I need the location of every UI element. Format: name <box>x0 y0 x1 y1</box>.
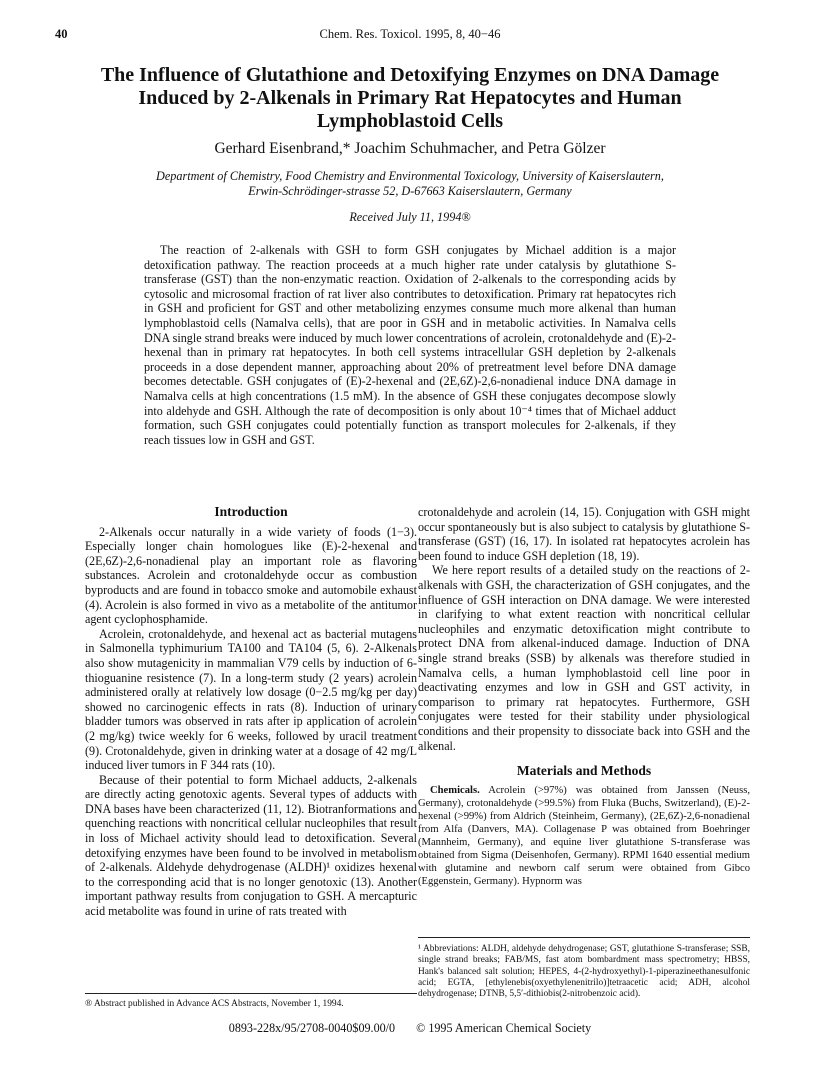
running-header <box>55 27 765 43</box>
chemicals-text: Acrolein (>97%) was obtained from Janssen (Neuss, Germany), crotonaldehyde (>99.5%) from Fluka (Buchs, Switzerland), (E)-2-hexenal (>99%) from Aldrich (Steinheim, Germany), (2E,6Z)-2,6-nonadienal from Alfa (Danvers, MA). Collagenase P was obtained from Boehringer (Mannheim, Germany), and equine liver glutathione S-transferase was obtained from Sigma (Deisenhofen, Germany). RPMI 1640 essential medium with glutamine and newborn calf serum were obtained from Gibco (Eggenstein, Germany). Hypnorm was <box>418 784 750 888</box>
affiliation: Department of Chemistry, Food Chemistry and Environmental Toxicology, University of Kaiserslautern, Erwin-Schrödinger-strasse 52, D-67663 Kaiserslautern, Germany <box>156 169 664 198</box>
page-number: 40 <box>55 27 68 41</box>
copyright-notice: © 1995 American Chemical Society <box>416 1021 592 1035</box>
section-heading-materials-methods: Materials and Methods <box>516 763 652 779</box>
footnote-abbreviations: ¹ Abbreviations: ALDH, aldehyde dehydrogenase; GST, glutathione S-transferase; SSB, single strand breaks; FAB/MS, fast atom bombardment mass spectrometry; HBSS, Hank's balanced salt solution; HEPES, 4-(2-hydroxyethyl)-1-piperazineethanesulfonic acid; EGTA, [ethylenebis(oxyethylenenitrilo)]tetraacetic acid; ADH, alcohol dehydrogenase; DTNB, 5,5′-dithiobis(2-nitrobenzoic acid). <box>418 944 750 1000</box>
intro-paragraph-1: 2-Alkenals occur naturally in a wide variety of foods (1−3). Especially longer chain homologues like (E)-2-hexenal and (2E,6Z)-2,6-nonadienal play an important role as flavoring substances. Acrolein and crotonaldehyde occur as combustion byproducts and are found in tobacco smoke and automobile exhaust (4). Acrolein is also formed in vivo as a metabolite of the antitumor agent cyclophosphamide. <box>85 524 417 627</box>
footnote-rule-right <box>418 937 750 938</box>
article-title: The Influence of Glutathione and Detoxifying Enzymes on DNA Damage Induced by 2-Alkenals in Primary Rat Hepatocytes and Human Lymphoblastoid Cells <box>100 64 720 132</box>
right-column <box>418 505 750 888</box>
page-footer <box>0 1021 820 1036</box>
intro-paragraph-2: Acrolein, crotonaldehyde, and hexenal act as bacterial mutagens in Salmonella typhimurium TA100 and TA104 (5, 6). 2-Alkenals also show mutagenicity in mammalian V79 cells by induction of 6-thioguanine resistence (7). In a long-term study (2 years) acrolein administered orally at relatively low dosage (0−2.5 mg/kg per day) showed no carcinogenic effects in rats (8). Induction of urinary bladder tumors was observed in rats after ip application of acrolein (2 mg/kg) twice weekly for 6 weeks, followed by uracil treatment (9). Crotonaldehyde, given in drinking water at a dosage of 42 mg/L induced liver tumors in F 344 rats (10). <box>85 626 417 773</box>
intro-paragraph-4: We here report results of a detailed study on the reactions of 2-alkenals with GSH, the characterization of GSH conjugates, and the influence of GSH interaction on DNA damage. We were interested in clarifying to what extent reaction with noncritical cellular nucleophiles and enzymatic detoxification might contribute to protect DNA from alkenal-induced damage. Induction of DNA single strand breaks (SSB) by alkenals was therefore studied in Namalva cells, a human lymphoblastoid cell line poor in deactivating enzymes and low in GSH and GST activity, in comparison to primary rat hepatocytes. Furthermore, GSH conjugates were tested for their stability under physiological conditions and their propensity to dissociate back into GSH and the alkenal. <box>418 563 750 753</box>
intro-paragraph-continued: crotonaldehyde and acrolein (14, 15). Conjugation with GSH might occur spontaneously but is also subject to catalysis by glutathione S-transferase (GST) (16, 17). In isolated rat hepatocytes acrolein has been found to induce GSH depletion (18, 19). <box>418 505 750 563</box>
intro-paragraph-3: Because of their potential to form Michael adducts, 2-alkenals are directly acting genotoxic agents. Several types of adducts with DNA bases have been characterized (11, 12). Biotranformations and quenching reactions with noncritical cellular nucleophiles that result in loss of Michael activity should lead to detoxification. Several detoxifying enzymes have been found to be involved in metabolism of 2-alkenals. Aldehyde dehydrogenase (ALDH)¹ oxidizes hexenal to the corresponding acid that is no longer genotoxic (13). Another important pathway results from conjugation to GSH. A mercapturic acid metabolite was found in urine of rats treated with <box>85 772 417 919</box>
section-heading-introduction: Introduction <box>214 504 288 519</box>
left-column <box>85 505 417 919</box>
chemicals-paragraph <box>418 784 750 889</box>
abstract: The reaction of 2-alkenals with GSH to form GSH conjugates by Michael addition is a major detoxification pathway. The reaction proceeds at a much higher rate under catalysis by glutathione S-transferase (GST) than the non-enzymatic reaction. Oxidation of 2-alkenals to the corresponding acids by cytosolic and microsomal fraction of rat liver also contributes to detoxification. Primary rat hepatocytes rich in GSH and proficient for GST and other metabolizing enzymes consume much more alkenal than human lymphoblastoid cells (Namalva cells), that are poor in GSH and in metabolic activities. In Namalva cells DNA single strand breaks were induced by much lower concentrations of acrolein, crotonaldehyde and (E)-2-hexenal than in primary rat hepatocytes. In both cell systems intracellular GSH depletion by 2-alkenals proceeds in a dose dependent manner, approaching about 20% of pretreatment level before DNA damage becomes detectable. GSH conjugates of (E)-2-hexenal and (2E,6Z)-2,6-nonadienal induce DNA damage in Namalva cells at high concentrations (1.5 mM). In the absence of GSH these conjugates decompose slowly into aldehyde and GSH. Although the rate of decomposition is only about 10⁻⁴ times that of Michael adduct formation, such GSH conjugates could potentially function as transport molecules for 2-alkenals, if they reach tissues low in GSH and GST. <box>144 243 676 447</box>
received-date: Received July 11, 1994® <box>349 210 471 224</box>
journal-citation: Chem. Res. Toxicol. 1995, 8, 40−46 <box>319 27 501 41</box>
chemicals-label: Chemicals. <box>430 784 480 796</box>
author-list: Gerhard Eisenbrand,* Joachim Schuhmacher, and Petra Gölzer <box>214 140 606 157</box>
article-code: 0893-228x/95/2708-0040$09.00/0 <box>228 1021 396 1035</box>
footnote-abstract-published: ® Abstract published in Advance ACS Abstracts, November 1, 1994. <box>85 999 344 1009</box>
footnote-rule-left <box>85 993 417 994</box>
